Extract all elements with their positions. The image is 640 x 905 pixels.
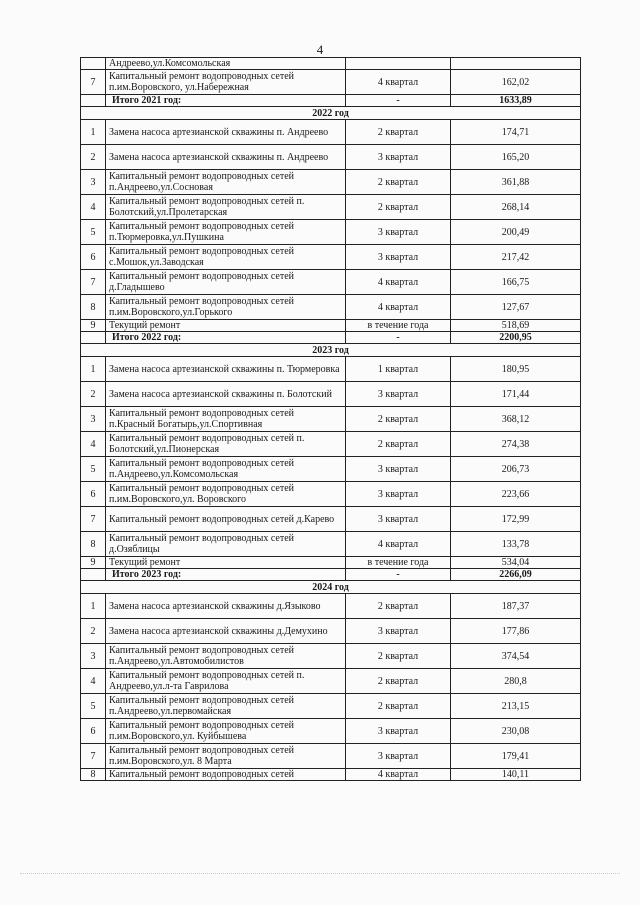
row-period: 2 квартал xyxy=(346,694,451,719)
year-heading: 2023 год xyxy=(81,344,581,357)
row-description: Капитальный ремонт водопроводных сетей xyxy=(106,769,346,781)
row-amount: 179,41 xyxy=(451,744,581,769)
row-amount: 200,49 xyxy=(451,220,581,245)
row-description: Замена насоса артезианской скважины п. Андреево xyxy=(106,120,346,145)
row-amount: 230,08 xyxy=(451,719,581,744)
table-row xyxy=(81,457,581,482)
row-period: 3 квартал xyxy=(346,719,451,744)
table-row xyxy=(81,507,581,532)
row-description: Капитальный ремонт водопроводных сетей п. Андреево,ул.л-та Гаврилова xyxy=(106,669,346,694)
row-amount: 280,8 xyxy=(451,669,581,694)
row-number: 4 xyxy=(81,195,106,220)
total-label: Итого 2021 год: xyxy=(106,95,346,107)
table-row xyxy=(81,744,581,769)
row-description: Капитальный ремонт водопроводных сетей п.Тюрмеровка,ул.Пушкина xyxy=(106,220,346,245)
table-row xyxy=(81,295,581,320)
row-period: 3 квартал xyxy=(346,145,451,170)
total-period: - xyxy=(346,569,451,581)
row-description: Замена насоса артезианской скважины д.Демухино xyxy=(106,619,346,644)
row-description: Капитальный ремонт водопроводных сетей с.Мошок,ул.Заводская xyxy=(106,245,346,270)
year-header-row xyxy=(81,344,581,357)
row-amount: 177,86 xyxy=(451,619,581,644)
row-description: Капитальный ремонт водопроводных сетей п. Болотский,ул.Пионерская xyxy=(106,432,346,457)
row-period: 2 квартал xyxy=(346,669,451,694)
row-number: 8 xyxy=(81,769,106,781)
row-number: 9 xyxy=(81,320,106,332)
total-amount: 1633,89 xyxy=(451,95,581,107)
row-number: 7 xyxy=(81,70,106,95)
row-number xyxy=(81,332,106,344)
row-amount: 361,88 xyxy=(451,170,581,195)
row-period: 1 квартал xyxy=(346,357,451,382)
table-row xyxy=(81,557,581,569)
table-row xyxy=(81,357,581,382)
row-amount: 172,99 xyxy=(451,507,581,532)
row-period: 2 квартал xyxy=(346,170,451,195)
row-description: Капитальный ремонт водопроводных сетей п.им.Воровского,ул. 8 Марта xyxy=(106,744,346,769)
row-period: 3 квартал xyxy=(346,457,451,482)
row-period: 3 квартал xyxy=(346,507,451,532)
row-description: Андреево,ул.Комсомольская xyxy=(106,58,346,70)
row-number: 7 xyxy=(81,507,106,532)
row-amount: 274,38 xyxy=(451,432,581,457)
row-number xyxy=(81,58,106,70)
row-amount: 374,54 xyxy=(451,644,581,669)
row-description: Капитальный ремонт водопроводных сетей д.Гладышево xyxy=(106,270,346,295)
total-row xyxy=(81,332,581,344)
row-amount: 133,78 xyxy=(451,532,581,557)
row-description: Замена насоса артезианской скважины п. Тюрмеровка xyxy=(106,357,346,382)
row-description: Капитальный ремонт водопроводных сетей д.Озяблицы xyxy=(106,532,346,557)
row-amount: 518,69 xyxy=(451,320,581,332)
row-description: Капитальный ремонт водопроводных сетей п.Красный Богатырь,ул.Спортивная xyxy=(106,407,346,432)
row-number: 6 xyxy=(81,482,106,507)
row-number: 1 xyxy=(81,594,106,619)
row-number: 6 xyxy=(81,719,106,744)
row-period: 3 квартал xyxy=(346,382,451,407)
table-row xyxy=(81,70,581,95)
row-number xyxy=(81,569,106,581)
row-period: 2 квартал xyxy=(346,432,451,457)
table-row xyxy=(81,145,581,170)
row-period: 3 квартал xyxy=(346,482,451,507)
row-description: Капитальный ремонт водопроводных сетей п.Андреево,ул.Сосновая xyxy=(106,170,346,195)
row-number: 8 xyxy=(81,532,106,557)
table-row xyxy=(81,245,581,270)
row-amount: 187,37 xyxy=(451,594,581,619)
row-amount: 268,14 xyxy=(451,195,581,220)
row-period: 3 квартал xyxy=(346,744,451,769)
row-description: Капитальный ремонт водопроводных сетей п. Болотский,ул.Пролетарская xyxy=(106,195,346,220)
row-number: 1 xyxy=(81,120,106,145)
row-number: 2 xyxy=(81,619,106,644)
row-period: 4 квартал xyxy=(346,295,451,320)
total-amount: 2200,95 xyxy=(451,332,581,344)
row-number: 6 xyxy=(81,245,106,270)
total-row xyxy=(81,569,581,581)
row-amount: 162,02 xyxy=(451,70,581,95)
table-row xyxy=(81,320,581,332)
row-amount: 180,95 xyxy=(451,357,581,382)
row-period: 4 квартал xyxy=(346,70,451,95)
table-row xyxy=(81,382,581,407)
table-row xyxy=(81,532,581,557)
row-period: 2 квартал xyxy=(346,120,451,145)
table-row xyxy=(81,195,581,220)
table-row xyxy=(81,432,581,457)
table-row xyxy=(81,482,581,507)
table-row xyxy=(81,407,581,432)
table-row xyxy=(81,644,581,669)
row-description: Капитальный ремонт водопроводных сетей п.им.Воровского,ул. Куйбышева xyxy=(106,719,346,744)
total-row-2021 xyxy=(81,95,581,107)
scan-artifact-line xyxy=(20,873,620,875)
row-description: Капитальный ремонт водопроводных сетей п.Андреево,ул.Комсомольская xyxy=(106,457,346,482)
table-body xyxy=(81,58,581,781)
row-period: 4 квартал xyxy=(346,769,451,781)
total-label: Итого 2022 год: xyxy=(106,332,346,344)
row-period: 3 квартал xyxy=(346,619,451,644)
table-row xyxy=(81,594,581,619)
row-period: 2 квартал xyxy=(346,407,451,432)
row-period: 2 квартал xyxy=(346,594,451,619)
row-period: в течение года xyxy=(346,320,451,332)
year-header-row xyxy=(81,107,581,120)
row-amount: 223,66 xyxy=(451,482,581,507)
repair-schedule-table xyxy=(80,57,581,781)
row-period: 3 квартал xyxy=(346,220,451,245)
total-period: - xyxy=(346,332,451,344)
row-description: Капитальный ремонт водопроводных сетей п.им.Воровского, ул.Набережная xyxy=(106,70,346,95)
row-amount: 171,44 xyxy=(451,382,581,407)
row-number: 5 xyxy=(81,457,106,482)
row-period: 4 квартал xyxy=(346,270,451,295)
row-number: 5 xyxy=(81,694,106,719)
row-amount xyxy=(451,58,581,70)
row-amount: 127,67 xyxy=(451,295,581,320)
row-description: Капитальный ремонт водопроводных сетей д.Карево xyxy=(106,507,346,532)
row-description: Замена насоса артезианской скважины д.Языково xyxy=(106,594,346,619)
row-number: 5 xyxy=(81,220,106,245)
row-number: 1 xyxy=(81,357,106,382)
row-number: 3 xyxy=(81,170,106,195)
row-amount: 165,20 xyxy=(451,145,581,170)
row-description: Капитальный ремонт водопроводных сетей п.им.Воровского,ул.Горького xyxy=(106,295,346,320)
row-amount: 213,15 xyxy=(451,694,581,719)
row-amount: 368,12 xyxy=(451,407,581,432)
table-row xyxy=(81,694,581,719)
row-number: 9 xyxy=(81,557,106,569)
row-description: Капитальный ремонт водопроводных сетей п.Андреево,ул.Автомобилистов xyxy=(106,644,346,669)
table-row xyxy=(81,719,581,744)
row-description: Текущий ремонт xyxy=(106,320,346,332)
table-row xyxy=(81,220,581,245)
row-amount: 534,04 xyxy=(451,557,581,569)
row-number: 8 xyxy=(81,295,106,320)
row-number: 4 xyxy=(81,432,106,457)
table-row xyxy=(81,619,581,644)
page-number: 4 xyxy=(316,42,324,57)
row-number xyxy=(81,95,106,107)
year-heading: 2024 год xyxy=(81,581,581,594)
row-amount: 174,71 xyxy=(451,120,581,145)
row-description: Капитальный ремонт водопроводных сетей п.им.Воровского,ул. Воровского xyxy=(106,482,346,507)
row-amount: 166,75 xyxy=(451,270,581,295)
table-row xyxy=(81,120,581,145)
row-description: Замена насоса артезианской скважины п. Андреево xyxy=(106,145,346,170)
row-number: 4 xyxy=(81,669,106,694)
row-number: 3 xyxy=(81,407,106,432)
row-number: 7 xyxy=(81,270,106,295)
table-row xyxy=(81,170,581,195)
row-period: 2 квартал xyxy=(346,195,451,220)
row-number: 3 xyxy=(81,644,106,669)
table-row xyxy=(81,769,581,781)
row-number: 2 xyxy=(81,382,106,407)
table-row-continuation xyxy=(81,58,581,70)
row-period: 4 квартал xyxy=(346,532,451,557)
row-number: 2 xyxy=(81,145,106,170)
year-header-row xyxy=(81,581,581,594)
row-description: Текущий ремонт xyxy=(106,557,346,569)
row-period: 3 квартал xyxy=(346,245,451,270)
table-row xyxy=(81,669,581,694)
row-amount: 140,11 xyxy=(451,769,581,781)
total-amount: 2266,09 xyxy=(451,569,581,581)
table-row xyxy=(81,270,581,295)
total-label: Итого 2023 год: xyxy=(106,569,346,581)
row-period: 2 квартал xyxy=(346,644,451,669)
row-description: Замена насоса артезианской скважины п. Болотский xyxy=(106,382,346,407)
row-description: Капитальный ремонт водопроводных сетей п.Андреево,ул.первомайская xyxy=(106,694,346,719)
year-heading: 2022 год xyxy=(81,107,581,120)
row-amount: 217,42 xyxy=(451,245,581,270)
row-period xyxy=(346,58,451,70)
row-number: 7 xyxy=(81,744,106,769)
total-period: - xyxy=(346,95,451,107)
row-amount: 206,73 xyxy=(451,457,581,482)
row-period: в течение года xyxy=(346,557,451,569)
